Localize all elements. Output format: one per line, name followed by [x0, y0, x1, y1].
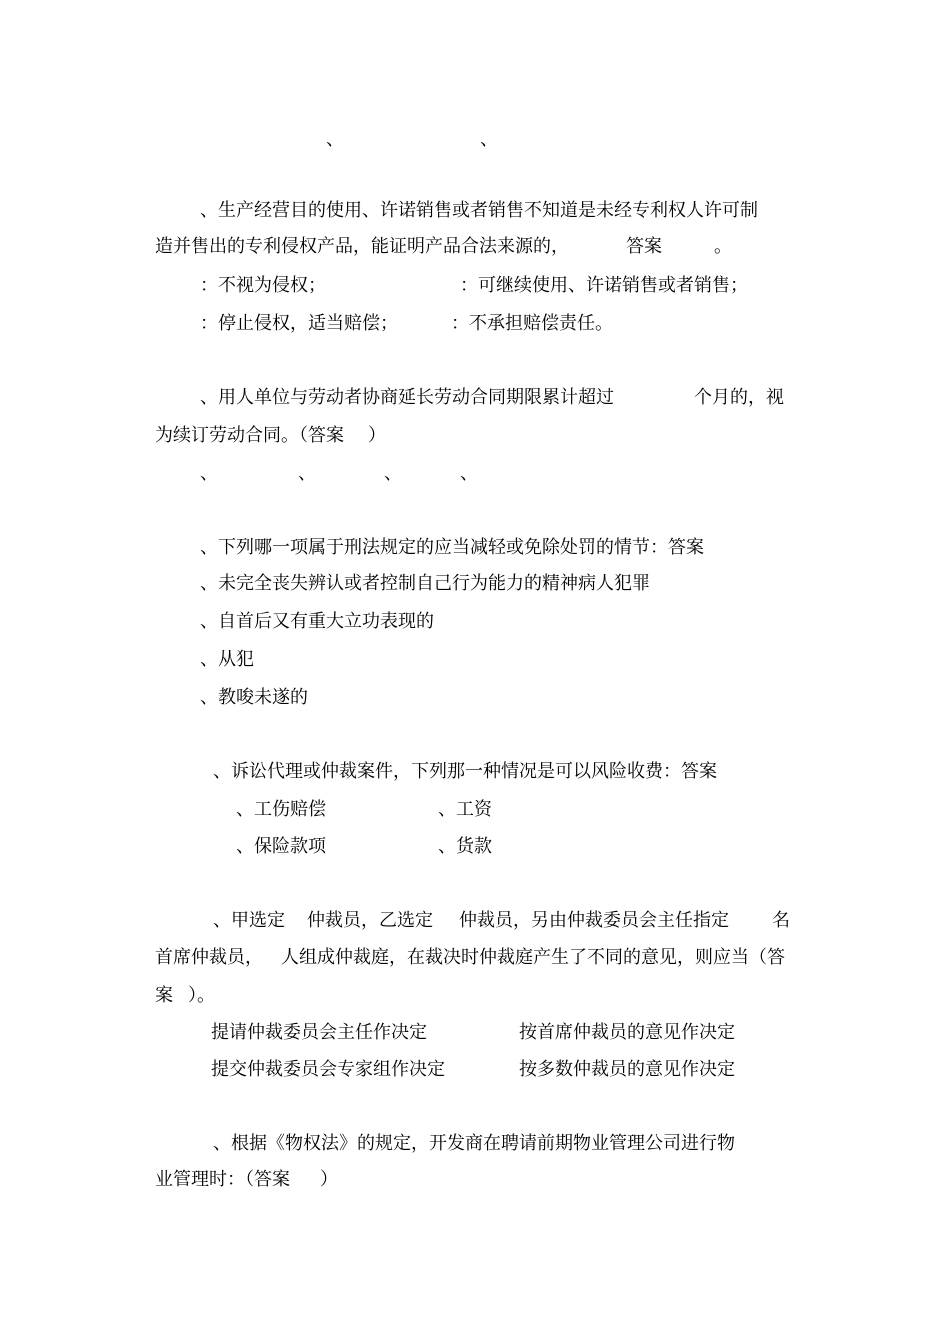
q2-line-2: 为续订劳动合同。（答案	[155, 425, 344, 446]
q6-line-2-close: ）	[320, 1169, 338, 1190]
q3-option-a: 、未完全丧失辨认或者控制自己行为能力的精神病人犯罪	[200, 573, 650, 594]
q6-line-1: 、根据《物权法》的规定，开发商在聘请前期物业管理公司进行物	[213, 1133, 735, 1154]
q4-option-d: 、货款	[438, 836, 492, 857]
q5-option-c: 提交仲裁委员会专家组作决定	[211, 1059, 445, 1080]
q5-line-2-b: 人组成仲裁庭，在裁决时仲裁庭产生了不同的意见，则应当（答	[281, 947, 785, 968]
q1-option-a: ：不视为侵权；	[200, 275, 326, 296]
q5-line-1-c: 仲裁员，另由仲裁委员会主任指定	[459, 910, 729, 931]
q5-option-d: 按多数仲裁员的意见作决定	[519, 1059, 735, 1080]
q1-line-2-end: 。	[714, 236, 732, 257]
top-mark: 、	[326, 129, 344, 150]
q1-option-b: ：可继续使用、许诺销售或者销售；	[460, 275, 748, 296]
q2-line-1-end: 个月的，视	[694, 387, 784, 408]
q5-line-3: 案	[155, 985, 173, 1006]
q1-option-c: ：停止侵权，适当赔偿；	[200, 313, 398, 334]
q5-line-3-b: ）。	[188, 985, 215, 1006]
q5-option-a: 提请仲裁委员会主任作决定	[211, 1022, 427, 1043]
q5-line-1-b: 仲裁员，乙选定	[307, 910, 433, 931]
q5-line-2: 首席仲裁员，	[155, 947, 263, 968]
q6-line-2: 业管理时：（答案	[155, 1169, 290, 1190]
q4-option-b: 、工资	[438, 799, 492, 820]
q3-option-b: 、自首后又有重大立功表现的	[200, 611, 434, 632]
q5-option-b: 按首席仲裁员的意见作决定	[519, 1022, 735, 1043]
q5-line-1: 、甲选定	[213, 910, 285, 931]
q2-option-d: 、	[460, 463, 478, 484]
q3-option-d: 、教唆未遂的	[200, 687, 308, 708]
q2-option-c: 、	[384, 463, 402, 484]
q4-stem: 、诉讼代理或仲裁案件，下列那一种情况是可以风险收费：答案	[213, 761, 717, 782]
q2-option-a: 、	[200, 463, 218, 484]
q1-line-2: 造并售出的专利侵权产品，能证明产品合法来源的，	[155, 236, 569, 257]
q1-answer-label: 答案	[626, 236, 662, 257]
q4-option-a: 、工伤赔偿	[236, 799, 326, 820]
q3-stem: 、下列哪一项属于刑法规定的应当减轻或免除处罚的情节：答案	[200, 537, 704, 558]
q4-option-c: 、保险款项	[236, 836, 326, 857]
q3-option-c: 、从犯	[200, 649, 254, 670]
q2-option-b: 、	[298, 463, 316, 484]
top-mark: 、	[480, 129, 498, 150]
q1-line-1: 、生产经营目的使用、许诺销售或者销售不知道是未经专利权人许可制	[200, 200, 758, 221]
q2-line-1: 、用人单位与劳动者协商延长劳动合同期限累计超过	[200, 387, 614, 408]
q5-line-1-d: 名	[772, 910, 790, 931]
q2-line-2-close: ）	[368, 425, 386, 446]
q1-option-d: ：不承担赔偿责任。	[451, 313, 613, 334]
